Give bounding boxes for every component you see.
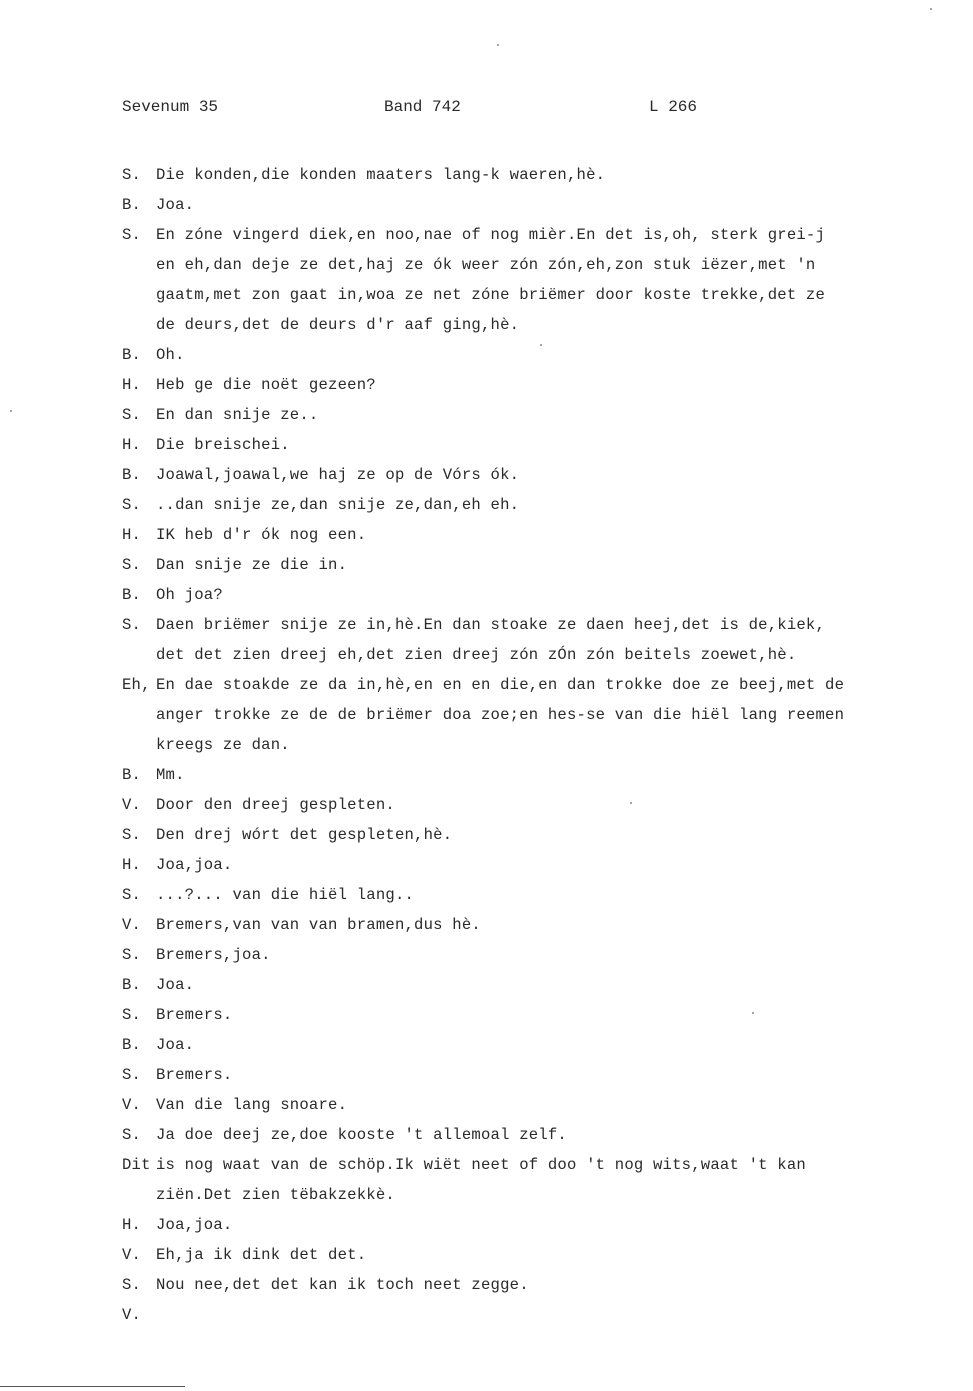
transcript-line (122, 850, 922, 880)
utterance-text: is nog waat van de schöp.Ik wiët neet of doo 't nog wits,waat 't kan (156, 1156, 806, 1174)
transcript-line (122, 400, 922, 430)
speaker-label: H. (122, 436, 142, 454)
utterance-text: En dan snije ze.. (156, 406, 319, 424)
scan-speck (10, 410, 12, 412)
transcript-line (122, 580, 922, 610)
utterance-text: kreegs ze dan. (156, 736, 290, 754)
utterance-text: Bremers. (156, 1066, 233, 1084)
transcript-line (122, 1270, 922, 1300)
speaker-label: S. (122, 226, 142, 244)
speaker-label: Eh, (122, 676, 151, 694)
transcript-line (122, 1300, 922, 1330)
transcript-line (122, 1030, 922, 1060)
utterance-text: en eh,dan deje ze det,haj ze ók weer zón zón,eh,zon stuk iëzer,met 'n (156, 256, 816, 274)
speaker-label: S. (122, 1126, 142, 1144)
speaker-label: S. (122, 1066, 142, 1084)
speaker-label: V. (122, 916, 142, 934)
speaker-label: S. (122, 166, 142, 184)
header-place: Sevenum 35 (122, 98, 219, 116)
speaker-label: B. (122, 766, 142, 784)
utterance-text: Joa. (156, 1036, 195, 1054)
transcript-line (122, 340, 922, 370)
footer-rule (0, 1386, 185, 1387)
speaker-label: H. (122, 526, 142, 544)
speaker-label: S. (122, 406, 142, 424)
speaker-label: B. (122, 976, 142, 994)
utterance-text: Joa,joa. (156, 1216, 233, 1234)
speaker-label: V. (122, 1306, 142, 1324)
utterance-text: Door den dreej gespleten. (156, 796, 395, 814)
speaker-label: H. (122, 856, 142, 874)
transcript-line (122, 970, 922, 1000)
speaker-label: V. (122, 1246, 142, 1264)
speaker-label: B. (122, 466, 142, 484)
transcript-line (122, 670, 922, 700)
transcript-line (122, 940, 922, 970)
speaker-label: B. (122, 196, 142, 214)
speaker-label: Dit (122, 1156, 151, 1174)
transcript-line (122, 880, 922, 910)
transcript-line (122, 310, 922, 340)
speaker-label: B. (122, 1036, 142, 1054)
utterance-text: anger trokke ze de de briëmer doa zoe;en hes-se van die hiël lang reemen (156, 706, 845, 724)
transcript-line (122, 1180, 922, 1210)
utterance-text: Bremers. (156, 1006, 233, 1024)
utterance-text: gaatm,met zon gaat in,woa ze net zóne briëmer door koste trekke,det ze (156, 286, 826, 304)
transcript-line (122, 520, 922, 550)
transcript-line (122, 1000, 922, 1030)
transcript-line (122, 760, 922, 790)
page-header (122, 98, 722, 122)
transcript-line (122, 1240, 922, 1270)
utterance-text: Heb ge die noët gezeen? (156, 376, 376, 394)
transcript-line (122, 370, 922, 400)
transcript-line (122, 1120, 922, 1150)
transcript-line (122, 1210, 922, 1240)
scan-speck (930, 8, 932, 10)
utterance-text: Bremers,van van van bramen,dus hè. (156, 916, 481, 934)
speaker-label: S. (122, 1006, 142, 1024)
utterance-text: ..dan snije ze,dan snije ze,dan,eh eh. (156, 496, 520, 514)
speaker-label: S. (122, 946, 142, 964)
transcript-line (122, 610, 922, 640)
header-code: L 266 (649, 98, 698, 116)
speaker-label: S. (122, 886, 142, 904)
utterance-text: Oh. (156, 346, 185, 364)
utterance-text: det det zien dreej eh,det zien dreej zón zÓn zón beitels zoewet,hè. (156, 646, 797, 664)
transcript-line (122, 220, 922, 250)
speaker-label: S. (122, 556, 142, 574)
transcript-line (122, 160, 922, 190)
transcript-line (122, 790, 922, 820)
transcript-line (122, 910, 922, 940)
speaker-label: S. (122, 826, 142, 844)
utterance-text: Oh joa? (156, 586, 223, 604)
utterance-text: Daen briëmer snije ze in,hè.En dan stoake ze daen heej,det is de,kiek, (156, 616, 826, 634)
utterance-text: ziën.Det zien tëbakzekkè. (156, 1186, 395, 1204)
utterance-text: En zóne vingerd diek,en noo,nae of nog mièr.En det is,oh, sterk grei-j (156, 226, 826, 244)
speaker-label: H. (122, 376, 142, 394)
speaker-label: S. (122, 496, 142, 514)
speaker-label: B. (122, 586, 142, 604)
speaker-label: B. (122, 346, 142, 364)
scan-speck (497, 44, 499, 46)
utterance-text: Ja doe deej ze,doe kooste 't allemoal zelf. (156, 1126, 567, 1144)
scan-speck (540, 344, 542, 346)
utterance-text: Joa,joa. (156, 856, 233, 874)
utterance-text: Joawal,joawal,we haj ze op de Vórs ók. (156, 466, 520, 484)
speaker-label: S. (122, 1276, 142, 1294)
speaker-label: H. (122, 1216, 142, 1234)
utterance-text: Joa. (156, 196, 195, 214)
utterance-text: ...?... van die hiël lang.. (156, 886, 415, 904)
speaker-label: V. (122, 1096, 142, 1114)
scan-speck (630, 802, 632, 804)
utterance-text: Die konden,die konden maaters lang-k waeren,hè. (156, 166, 606, 184)
transcript-line (122, 1150, 922, 1180)
utterance-text: Eh,ja ik dink det det. (156, 1246, 367, 1264)
transcript-line (122, 640, 922, 670)
utterance-text: Joa. (156, 976, 195, 994)
utterance-text: Die breischei. (156, 436, 290, 454)
transcript-body (122, 160, 922, 1330)
transcript-line (122, 190, 922, 220)
header-band: Band 742 (384, 98, 461, 116)
transcript-line (122, 460, 922, 490)
transcript-line (122, 1090, 922, 1120)
utterance-text: Bremers,joa. (156, 946, 271, 964)
transcript-line (122, 820, 922, 850)
transcript-line (122, 550, 922, 580)
utterance-text: Dan snije ze die in. (156, 556, 348, 574)
utterance-text: Den drej wórt det gespleten,hè. (156, 826, 453, 844)
utterance-text: Nou nee,det det kan ik toch neet zegge. (156, 1276, 529, 1294)
transcript-line (122, 490, 922, 520)
utterance-text: En dae stoakde ze da in,hè,en en en die,en dan trokke doe ze beej,met de (156, 676, 845, 694)
utterance-text: Van die lang snoare. (156, 1096, 348, 1114)
transcript-line (122, 700, 922, 730)
scan-speck (752, 1012, 754, 1014)
transcript-line (122, 730, 922, 760)
utterance-text: Mm. (156, 766, 185, 784)
speaker-label: V. (122, 796, 142, 814)
transcript-line (122, 430, 922, 460)
speaker-label: S. (122, 616, 142, 634)
transcript-line (122, 250, 922, 280)
utterance-text: IK heb d'r ók nog een. (156, 526, 367, 544)
utterance-text: de deurs,det de deurs d'r aaf ging,hè. (156, 316, 520, 334)
transcript-line (122, 1060, 922, 1090)
transcript-line (122, 280, 922, 310)
